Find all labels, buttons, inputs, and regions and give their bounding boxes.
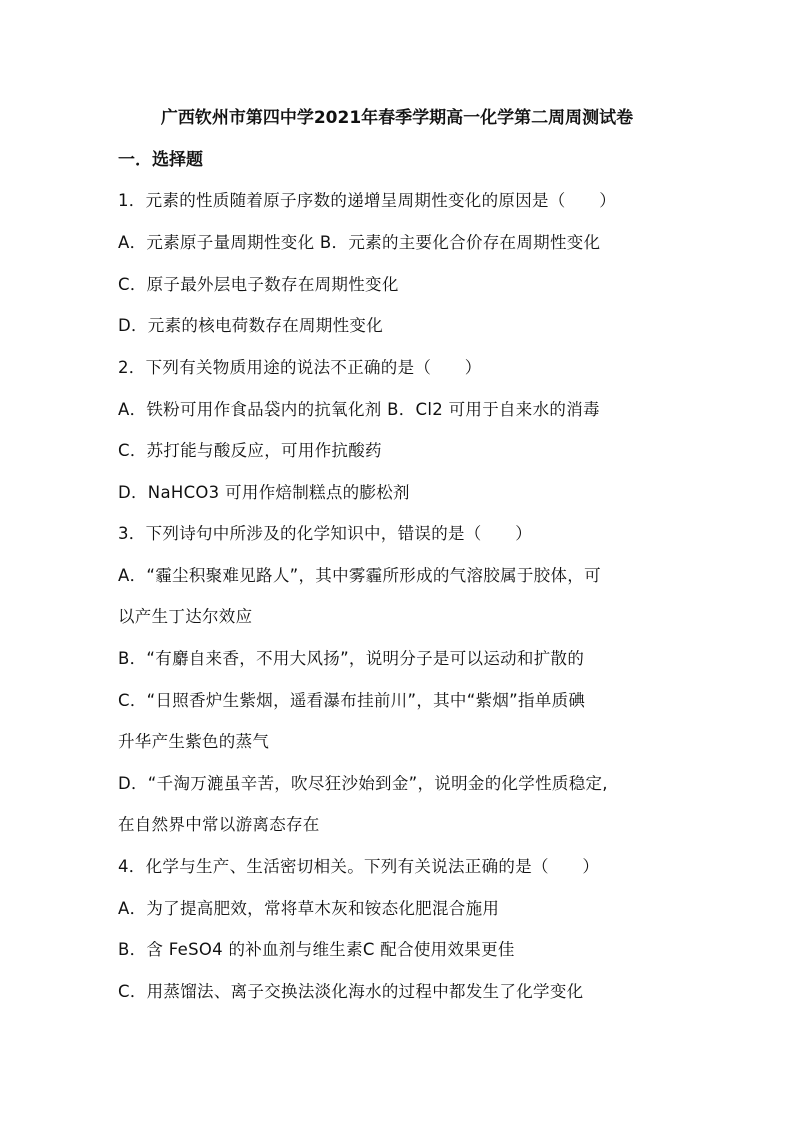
question-1-options-ab: A．元素原子量周期性变化 B．元素的主要化合价存在周期性变化 — [118, 233, 601, 252]
question-3-stem: 3．下列诗句中所涉及的化学知识中，错误的是（ ） — [118, 524, 532, 543]
question-3-option-d-continued: 在自然界中常以游离态存在 — [118, 815, 320, 834]
question-3-option-d: D．“千淘万漉虽辛苦，吹尽狂沙始到金”，说明金的化学性质稳定, — [118, 774, 608, 793]
question-2-option-d: D．NaHCO3 可用作焙制糕点的膨松剂 — [118, 483, 410, 502]
question-3-option-a-continued: 以产生丁达尔效应 — [118, 607, 253, 626]
document-title: 广西钦州市第四中学2021年春季学期高一化学第二周周测试卷 — [160, 108, 634, 128]
question-1-option-d: D．元素的核电荷数存在周期性变化 — [118, 316, 384, 335]
question-4-option-a: A．为了提高肥效，常将草木灰和铵态化肥混合施用 — [118, 899, 500, 918]
question-2-option-c: C．苏打能与酸反应，可用作抗酸药 — [118, 441, 382, 460]
question-3-option-c: C．“日照香炉生紫烟，遥看瀑布挂前川”，其中“紫烟”指单质碘 — [118, 691, 586, 710]
question-3-option-c-continued: 升华产生紫色的蒸气 — [118, 732, 270, 751]
section-heading: 一．选择题 — [118, 150, 203, 170]
question-4-option-b: B．含 FeSO4 的补血剂与维生素C 配合使用效果更佳 — [118, 940, 515, 959]
question-3-option-b: B．“有麝自来香，不用大风扬”，说明分子是可以运动和扩散的 — [118, 649, 585, 668]
question-4-stem: 4．化学与生产、生活密切相关。下列有关说法正确的是（ ） — [118, 857, 600, 876]
question-4-option-c: C．用蒸馏法、离子交换法淡化海水的过程中都发生了化学变化 — [118, 982, 584, 1001]
question-2-stem: 2．下列有关物质用途的说法不正确的是（ ） — [118, 358, 482, 377]
question-1-option-c: C．原子最外层电子数存在周期性变化 — [118, 275, 399, 294]
question-2-options-ab: A．铁粉可用作食品袋内的抗氧化剂 B．Cl2 可用于自来水的消毒 — [118, 400, 600, 419]
question-1-stem: 1．元素的性质随着原子序数的递增呈周期性变化的原因是（ ） — [118, 191, 616, 210]
question-3-option-a: A．“霾尘积聚难见路人”，其中雾霾所形成的气溶胶属于胶体，可 — [118, 566, 601, 585]
